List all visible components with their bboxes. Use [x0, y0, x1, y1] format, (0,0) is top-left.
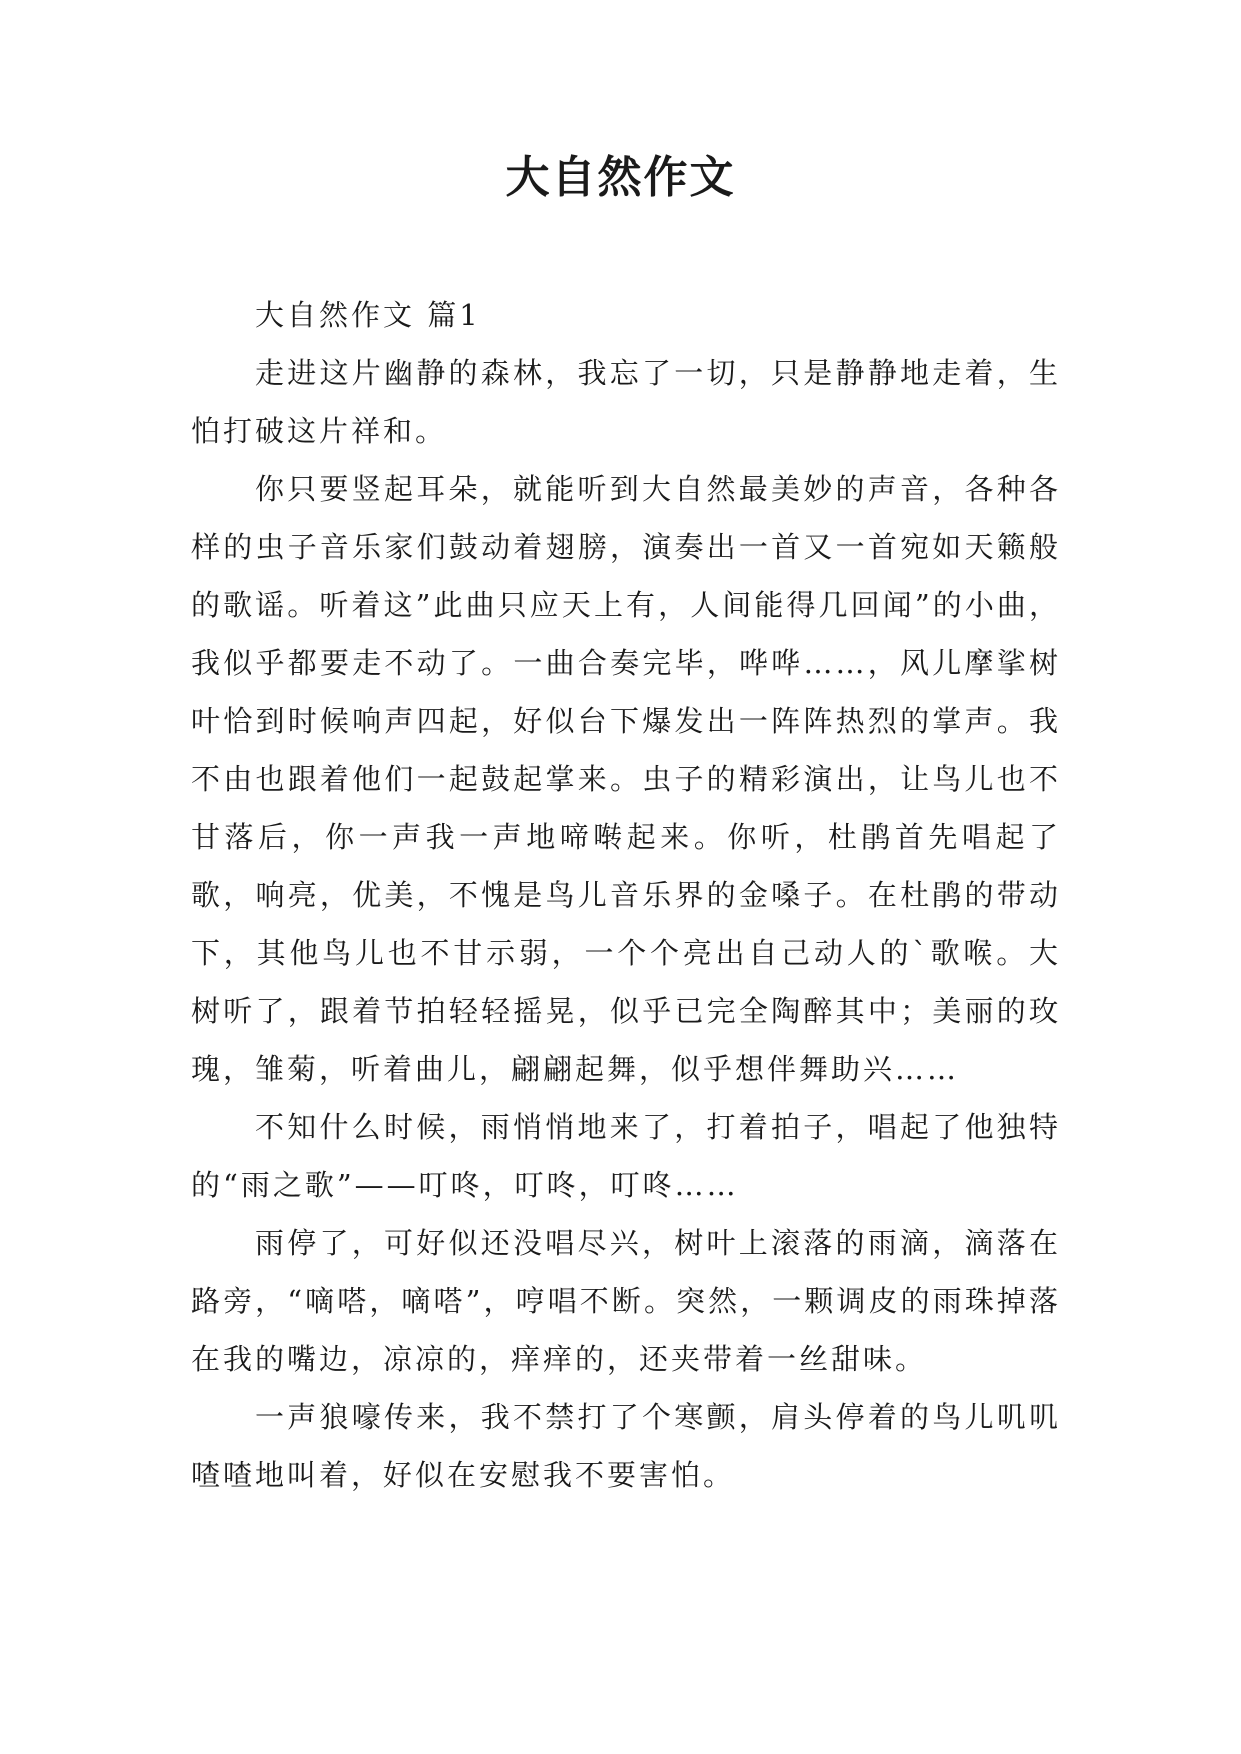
- paragraph-2: 你只要竖起耳朵，就能听到大自然最美妙的声音，各种各样的虫子音乐家们鼓动着翅膀，演奏出一首又一首宛如天籁般的歌谣。听着这”此曲只应天上有，人间能得几回闻”的小曲，我似乎都要走不动了。一曲合奏完毕，哗哗……，风儿摩挲树叶恰到时候响声四起，好似台下爆发出一阵阵热烈的掌声。我不由也跟着他们一起鼓起掌来。虫子的精彩演出，让鸟儿也不甘落后，你一声我一声地啼啭起来。你听，杜鹃首先唱起了歌，响亮，优美，不愧是鸟儿音乐界的金嗓子。在杜鹃的带动下，其他鸟儿也不甘示弱，一个个亮出自己动人的`歌喉。大树听了，跟着节拍轻轻摇晃，似乎已完全陶醉其中；美丽的玫瑰，雏菊，听着曲儿，翩翩起舞，似乎想伴舞助兴……: [191, 472, 1061, 1086]
- paragraph-1: 走进这片幽静的森林，我忘了一切，只是静静地走着，生怕打破这片祥和。: [191, 356, 1061, 448]
- document-title: 大自然作文: [505, 152, 736, 203]
- paragraph-5: 一声狼嚎传来，我不禁打了个寒颤，肩头停着的鸟儿叽叽喳喳地叫着，好似在安慰我不要害怕。: [191, 1400, 1061, 1492]
- document-body: [191, 286, 1061, 1504]
- section-heading: 大自然作文 篇1: [255, 298, 481, 332]
- paragraph-3: 不知什么时候，雨悄悄地来了，打着拍子，唱起了他独特的“雨之歌”——叮咚，叮咚，叮咚……: [191, 1110, 1061, 1202]
- paragraph-4: 雨停了，可好似还没唱尽兴，树叶上滚落的雨滴，滴落在路旁，“嘀嗒，嘀嗒”，哼唱不断。突然，一颗调皮的雨珠掉落在我的嘴边，凉凉的，痒痒的，还夹带着一丝甜味。: [191, 1226, 1061, 1376]
